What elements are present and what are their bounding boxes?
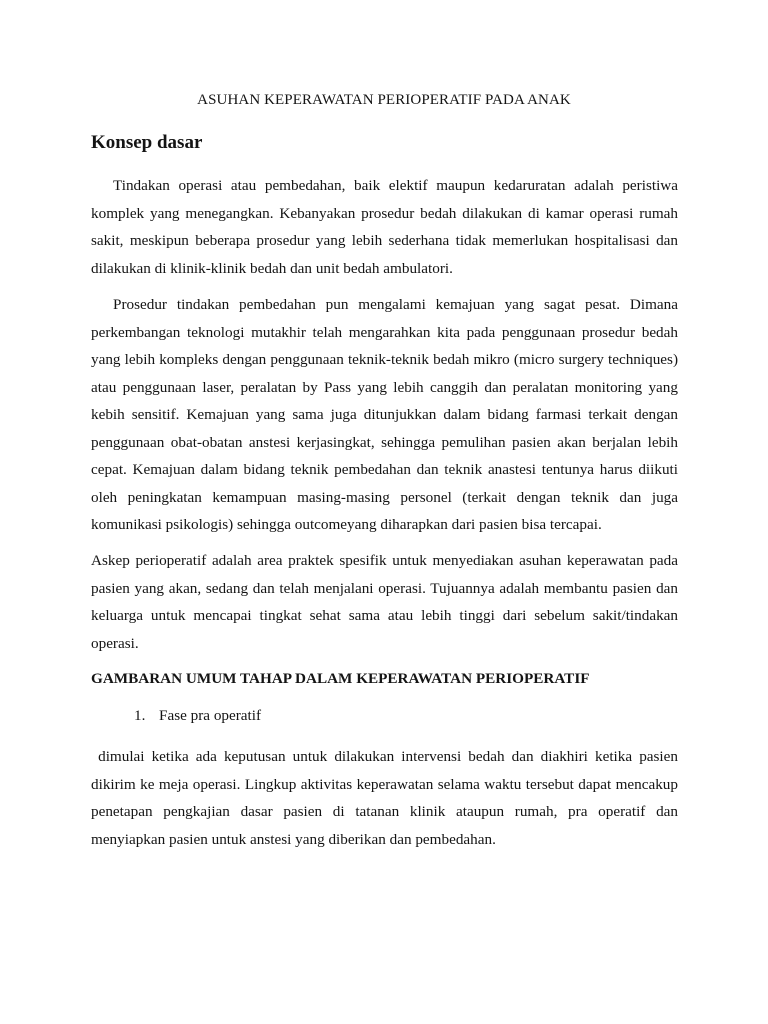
paragraph-2: Prosedur tindakan pembedahan pun mengalami kemajuan yang sagat pesat. Dimana perkembangan teknologi mutakhir telah mengarahkan kita pada penggunaan prosedur bedah yang lebih kompleks dengan penggunaan teknik-teknik bedah mikro (micro surgery techniques) atau penggunaan laser, peralatan by Pass yang lebih canggih dan peralatan monitoring yang kebih sensitif. Kemajuan yang sama juga ditunjukkan dalam bidang farmasi terkait dengan penggunaan obat-obatan anstesi kerjasingkat, sehingga pemulihan pasien akan berjalan lebih cepat. Kemajuan dalam bidang teknik pembedahan dan teknik anastesi tentunya harus diikuti oleh peningkatan kemampuan masing-masing personel (terkait dengan teknik dan juga komunikasi psikologis) sehingga outcomeyang diharapkan dari pasien bisa tercapai. — [91, 296, 678, 533]
subsection-heading: GAMBARAN UMUM TAHAP DALAM KEPERAWATAN PERIOPERATIF — [91, 670, 590, 687]
document-title: ASUHAN KEPERAWATAN PERIOPERATIF PADA ANAK — [197, 92, 571, 108]
paragraph-3: Askep perioperatif adalah area praktek spesifik untuk menyediakan asuhan keperawatan pada pasien yang akan, sedang dan telah menjalani operasi. Tujuannya adalah membantu pasien dan keluarga untuk mencapai tingkat sehat sama atau lebih tinggi dari sebelum sakit/tindakan operasi. — [91, 552, 678, 652]
list-item-label: Fase pra operatif — [159, 707, 262, 724]
paragraph-1: Tindakan operasi atau pembedahan, baik elektif maupun kedaruratan adalah peristiwa komplek yang menegangkan. Kebanyakan prosedur bedah dilakukan di kamar operasi rumah sakit, meskipun beberapa prosedur yang lebih sederhana tidak memerlukan hospitalisasi dan dilakukan di klinik-klinik bedah dan unit bedah ambulatori. — [91, 177, 678, 277]
list-item-number: 1. — [134, 707, 146, 724]
section-heading: Konsep dasar — [91, 132, 203, 153]
phase-description: dimulai ketika ada keputusan untuk dilakukan intervensi bedah dan diakhiri ketika pasien dikirim ke meja operasi. Lingkup aktivitas keperawatan selama waktu tersebut dapat mencakup penetapan pengkajian dasar pasien di tatanan klinik ataupun rumah, pra operatif dan menyiapkan pasien untuk anstesi yang diberikan dan pembedahan. — [91, 748, 682, 848]
list-item — [134, 707, 261, 725]
